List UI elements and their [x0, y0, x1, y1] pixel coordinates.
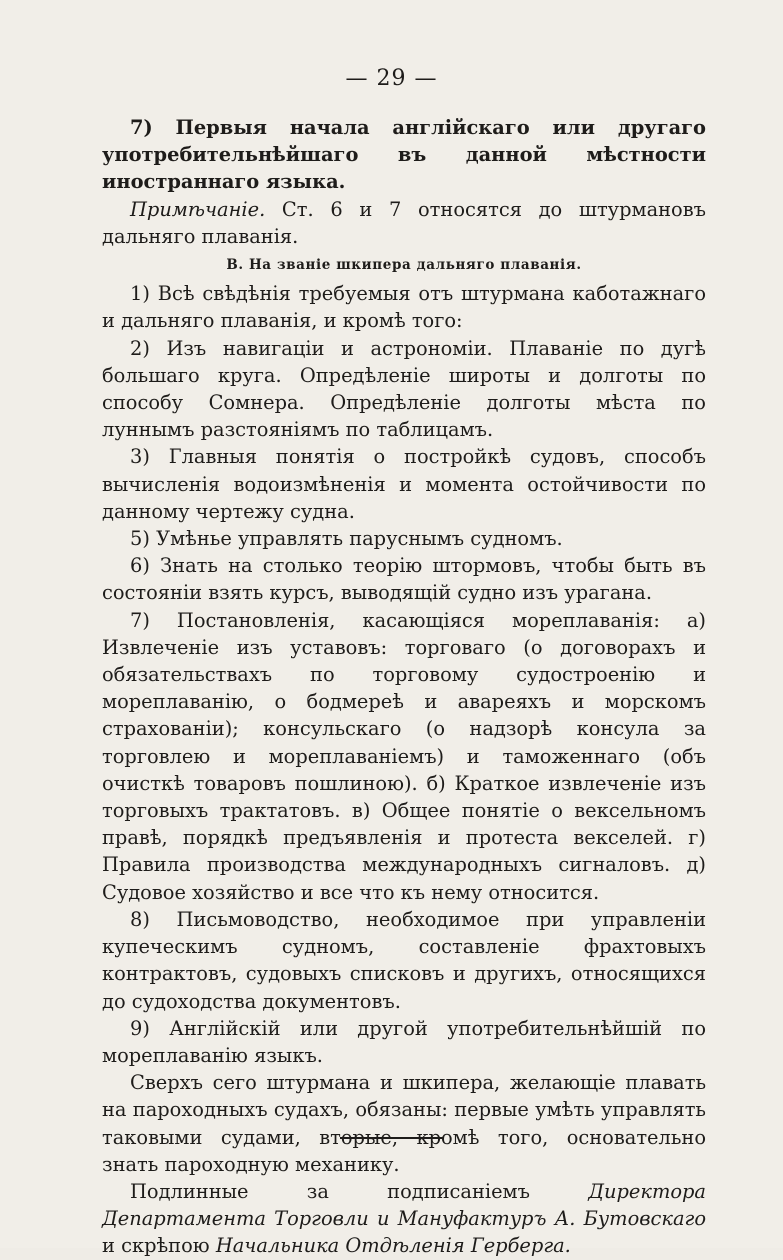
body-text — [102, 114, 706, 1260]
section-heading: В. На званіе шкипера дальняго плаванія. — [226, 257, 582, 274]
paragraph-item-7-language: 7) Первыя начала англійскаго или другаго употребительнѣйшаго въ данной мѣстности иностраннаго языка. — [102, 116, 706, 194]
paragraph-item-3: 3) Главныя понятія о постройкѣ судовъ, способъ вычисленія водоизмѣненія и момента остойчивости по данному чертежу судна. — [102, 445, 706, 523]
signature-connector: и скрѣпою — [102, 1234, 216, 1258]
note-label: Примѣчаніе. — [130, 197, 266, 221]
paragraph-item-6: 6) Знать на столько теорію штормовъ, чтобы быть въ состояніи взять курсъ, выводящій судно изъ урагана. — [102, 554, 706, 605]
page-number: — 29 — — [345, 66, 438, 91]
signatory-head: Начальника Отдѣленія Герберга. — [215, 1234, 571, 1258]
signatory-director: Директора Департамента Торговли и Мануфактуръ А. Бутовскаго — [102, 1179, 706, 1231]
paragraph-item-8: 8) Письмоводство, необходимое при управленіи купеческимъ судномъ, составленіе фрахтовыхъ контрактовъ, судовыхъ списковъ и другихъ, относящихся до судоходства документовъ. — [102, 907, 706, 1013]
signature-intro: Подлинные за подписаніемъ — [130, 1179, 589, 1203]
paragraph-item-9: 9) Англійскій или другой употребительнѣйшій по мореплаванію языкъ. — [102, 1016, 706, 1067]
end-rule-divider — [340, 1137, 444, 1139]
paragraph-item-2: 2) Изъ навигаціи и астрономіи. Плаваніе по дугѣ большаго круга. Опредѣленіе широты и долготы по способу Сомнера. Опредѣленіе долготы мѣста по луннымъ разстояніямъ по таблицамъ. — [102, 336, 706, 442]
paragraph-item-7: 7) Постановленія, касающіяся мореплаванія: а) Извлеченіе изъ уставовъ: торговаго (о договорахъ и обязательствахъ по торговому судостроенію и мореплаванію, о бодмереѣ и авареяхъ и морскомъ страхованіи); консульскаго (о надзорѣ консула за торговлею и мореплаваніемъ) и таможеннаго (объ очисткѣ товаровъ пошлиною). б) Краткое извлеченіе изъ торговыхъ трактатовъ. в) Общее понятіе о вексельномъ правѣ, порядкѣ предъявленія и протеста векселей. г) Правила производства международныхъ сигналовъ. д) Судовое хозяйство и все что къ нему относится. — [102, 608, 706, 904]
paragraph-item-5: 5) Умѣнье управлять паруснымъ судномъ. — [130, 527, 563, 551]
note-paragraph — [102, 196, 706, 250]
paragraph-steamers: Сверхъ сего штурмана и шкипера, желающіе плавать на пароходныхъ судахъ, обязаны: первые умѣть управлять таковыми судами, вторые, кромѣ того, основательно знать пароходную механику. — [102, 1071, 706, 1176]
note-text: Ст. 6 и 7 относятся до штурмановъ дальняго плаванія. — [102, 197, 706, 248]
paragraph-item-1: 1) Всѣ свѣдѣнія требуемыя отъ штурмана каботажнаго и дальняго плаванія, и кромѣ того: — [102, 282, 706, 333]
paragraph-signatures — [102, 1178, 706, 1260]
